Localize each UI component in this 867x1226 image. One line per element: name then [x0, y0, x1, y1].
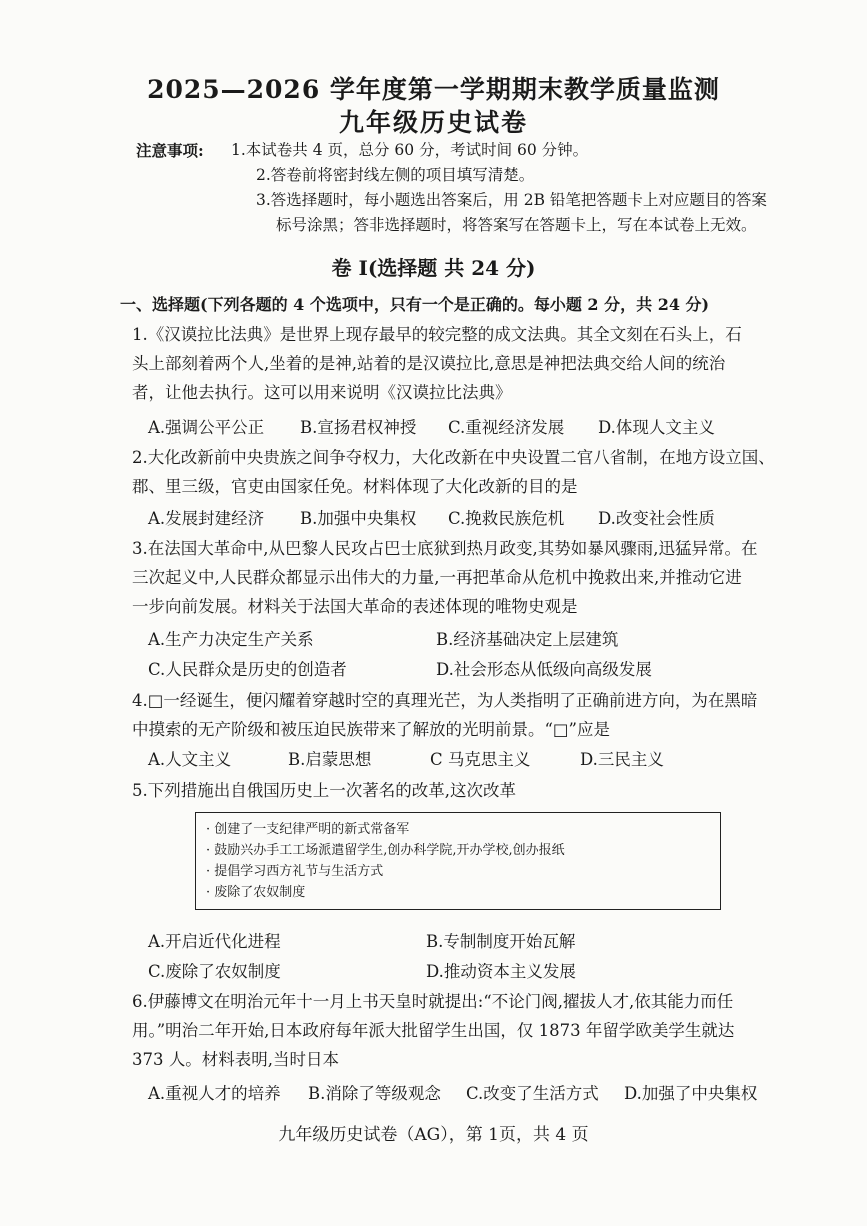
question-line: 用。”明治二年开始,日本政府每年派大批留学生出国，仅 1873 年留学欧美学生就达 [132, 1021, 735, 1040]
option-c: C.废除了农奴制度 [148, 962, 281, 981]
option-c: C.人民群众是历史的创造者 [148, 660, 347, 679]
question-line: 4.□一经诞生，便闪耀着穿越时空的真理光芒，为人类指明了正确前进方向，为在黑暗 [132, 691, 758, 710]
question-5 [132, 776, 792, 805]
notice-item-2: 2.答卷前将密封线左侧的项目填写清楚。 [256, 166, 535, 184]
option-a: A.重视人才的培养 [148, 1084, 281, 1103]
notice-item-3: 3.答选择题时，每小题选出答案后，用 2B 铅笔把答题卡上对应题目的答案 [256, 191, 767, 209]
question-line: 三次起义中,人民群众都显示出伟大的力量,一再把革命从危机中挽救出来,并推动它进 [132, 568, 742, 587]
question-4 [132, 686, 792, 744]
measure-item: · 废除了农奴制度 [206, 885, 306, 900]
option-c: C.重视经济发展 [448, 418, 565, 437]
exam-title: 2025—2026 学年度第一学期期末教学质量监测 [147, 75, 720, 104]
question-line: 郡、里三级，官吏由国家任免。材料体现了大化改新的目的是 [132, 477, 578, 496]
exam-subtitle: 九年级历史试卷 [338, 108, 528, 137]
option-b: B.专制制度开始瓦解 [426, 932, 576, 951]
question-line: 3.在法国大革命中,从巴黎人民攻占巴士底狱到热月政变,其势如暴风骤雨,迅猛异常。在 [132, 539, 758, 558]
question-line: 一步向前发展。材料关于法国大革命的表述体现的唯物史观是 [132, 597, 578, 616]
question-line: 1.《汉谟拉比法典》是世界上现存最早的较完整的成文法典。其全文刻在石头上，石 [132, 325, 742, 344]
question-line: 2.大化改新前中央贵族之间争夺权力，大化改新在中央设置二官八省制，在地方设立国、 [132, 448, 775, 467]
question-1 [132, 320, 792, 407]
question-3 [132, 534, 792, 621]
option-d: D.推动资本主义发展 [426, 962, 576, 981]
option-a: A.发展封建经济 [148, 509, 265, 528]
option-d: D.三民主义 [580, 750, 664, 769]
option-a: A.生产力决定生产关系 [148, 630, 314, 649]
measure-item: · 创建了一支纪律严明的新式常备军 [206, 822, 410, 837]
option-a: A.人文主义 [148, 750, 232, 769]
question-line: 中摸索的无产阶级和被压迫民族带来了解放的光明前景。“□”应是 [132, 720, 610, 739]
question-line: 者，让他去执行。这可以用来说明《汉谟拉比法典》 [132, 383, 512, 402]
question-2 [132, 443, 792, 501]
notice-item-1: 1.本试卷共 4 页，总分 60 分，考试时间 60 分钟。 [231, 141, 589, 159]
option-b: B.经济基础决定上层建筑 [436, 630, 619, 649]
question-line: 373 人。材料表明,当时日本 [132, 1050, 339, 1069]
part-heading: 一、选择题(下列各题的 4 个选项中，只有一个是正确的。每小题 2 分，共 24 分) [120, 295, 710, 314]
option-b: B.启蒙思想 [288, 750, 372, 769]
question-6 [132, 987, 792, 1074]
notice-label: 注意事项: [136, 141, 204, 160]
option-c: C.改变了生活方式 [466, 1084, 599, 1103]
measure-item: · 鼓励兴办手工工场派遣留学生,创办科学院,开办学校,创办报纸 [206, 843, 565, 858]
option-c: C 马克思主义 [430, 750, 531, 769]
option-d: D.改变社会性质 [598, 509, 715, 528]
reform-measures-box [195, 812, 721, 910]
question-line: 5.下列措施出自俄国历史上一次著名的改革,这次改革 [132, 781, 516, 800]
page-footer: 九年级历史试卷（AG），第 1页，共 4 页 [278, 1125, 589, 1145]
measure-item: · 提倡学习西方礼节与生活方式 [206, 864, 384, 879]
option-c: C.挽救民族危机 [448, 509, 565, 528]
option-a: A.强调公平公正 [148, 418, 265, 437]
option-d: D.体现人文主义 [598, 418, 715, 437]
question-line: 6.伊藤博文在明治元年十一月上书天皇时就提出:“不论门阀,擢拔人才,依其能力而任 [132, 992, 734, 1011]
section-title: 卷 I(选择题 共 24 分) [331, 256, 536, 280]
option-b: B.加强中央集权 [300, 509, 417, 528]
option-d: D.社会形态从低级向高级发展 [436, 660, 652, 679]
option-b: B.宣扬君权神授 [300, 418, 417, 437]
option-d: D.加强了中央集权 [624, 1084, 758, 1103]
option-a: A.开启近代化进程 [148, 932, 281, 951]
option-b: B.消除了等级观念 [308, 1084, 441, 1103]
notice-item-3-cont: 标号涂黑；答非选择题时，将答案写在答题卡上，写在本试卷上无效。 [276, 216, 757, 234]
question-line: 头上部刻着两个人,坐着的是神,站着的是汉谟拉比,意思是神把法典交给人间的统治 [132, 354, 726, 373]
